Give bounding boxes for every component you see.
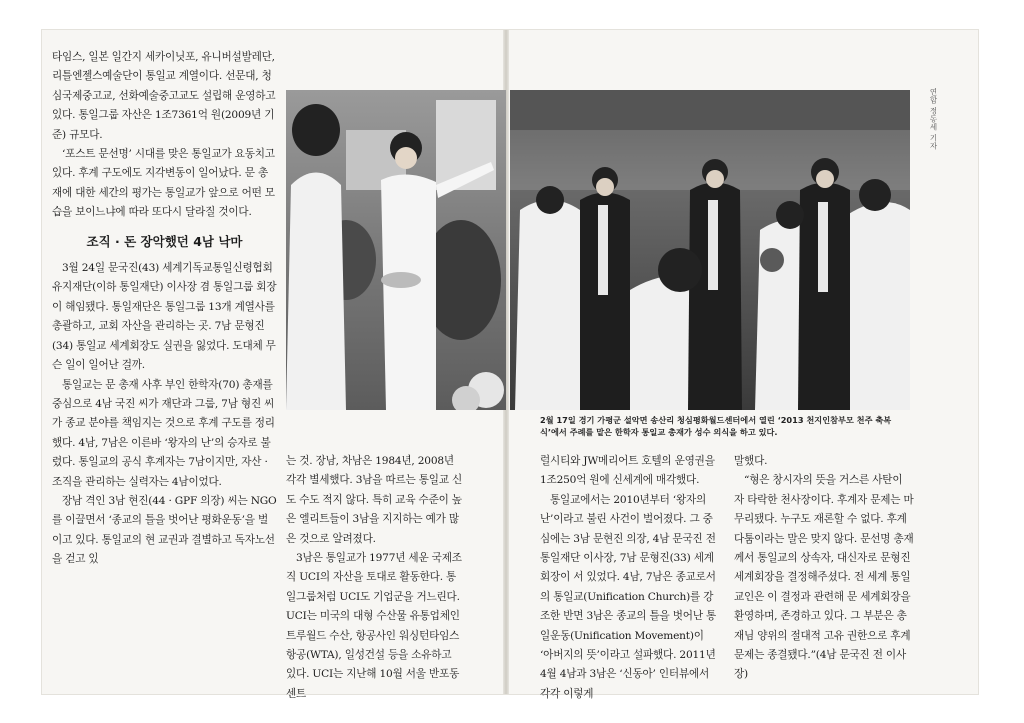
article-column-4 — [734, 452, 914, 685]
paragraph: 럴시티와 JW메리어트 호텔의 운영권을 1조250억 원에 신세계에 매각했다. — [540, 455, 715, 487]
paragraph: 타임스, 일본 일간지 세카이닛포, 유니버설발레단, 리틀엔젤스예술단이 통일교 계열이다. 선문대, 청심국제중고교, 선화예술중고교도 설립해 운영하고 있다. 통일그룹 자산은 1조7361억 원(2009년 기준) 규모다. — [52, 51, 276, 141]
article-column-3 — [540, 452, 720, 704]
ceremony-photo-right — [510, 90, 910, 410]
paragraph: 말했다. — [734, 455, 768, 467]
photo-credit: 연합 정동세 기자 — [929, 88, 938, 150]
photo-left-illustration — [286, 90, 506, 410]
article-column-2 — [286, 452, 464, 704]
photo-right-illustration — [510, 90, 910, 410]
paragraph: 통일교에서는 2010년부터 ‘왕자의 난’이라고 불린 사건이 벌어졌다. 그 중심에는 3남 문현진 의장, 4남 문국진 전 통일재단 이사장, 7남 문형진(33) 세계회장이 서 있었다. 4남, 7남은 종교로서의 통일교(Unification Church)를 강조한 반면 3남은 종교의 틀을 벗어난 통일운동(Unification Movement)이 ‘아버지의 뜻’이라고 설파했다. 2011년 4월 4남과 3남은 ‘신동아’ 인터뷰에서 각각 이렇게 — [540, 493, 717, 700]
ceremony-photo-left — [286, 90, 506, 410]
paragraph: 3남은 통일교가 1977년 세운 국제조직 UCI의 자산을 토대로 활동한다. 통일그룹처럼 UCI도 기업군을 거느린다. UCI는 미국의 대형 수산물 유통업체인 트루월드 수산, 항공사인 워싱턴타임스항공(WTA), 일성건설 등을 소유하고 있다. UCI는 지난해 10월 서울 반포동 센트 — [286, 552, 462, 700]
article-column-1 — [52, 48, 277, 570]
paragraph: ‘포스트 문선명’ 시대를 맞은 통일교가 요동치고 있다. 후계 구도에도 지각변동이 일어났다. 문 총재에 대한 세간의 평가는 통일교가 앞으로 어떤 모습을 보이느냐에 따라 또다시 달라질 것이다. — [52, 148, 275, 219]
paragraph: 3월 24일 문국진(43) 세계기독교통일신령협회유지재단(이하 통일재단) 이사장 겸 통일그룹 회장이 해임됐다. 통일재단은 통일그룹 13개 계열사를 총괄하고, 교회 자산을 관리하는 곳. 7남 문형진(34) 통일교 세계회장도 실권을 잃었다. 도대체 무슨 일이 일어난 걸까. — [52, 262, 277, 372]
paragraph: 는 것. 장남, 차남은 1984년, 2008년 각각 별세했다. 3남을 따르는 통일교 신도 수도 적지 않다. 특히 교육 수준이 높은 엘리트들이 3남을 지지하는 예가 많은 것으로 알려졌다. — [286, 455, 463, 545]
photo-caption: 2월 17일 경기 가평군 설악면 송산리 청심평화월드센터에서 열린 ‘2013 천지인참부모 천주 축복식’에서 주례를 맡은 한학자 통일교 총재가 성수 의식을 하고 있다. — [540, 415, 892, 437]
section-subheading: 조직 · 돈 장악했던 4남 낙마 — [86, 233, 243, 249]
paragraph: 통일교는 문 총재 사후 부인 한학자(70) 총재를 중심으로 4남 국진 씨가 재단과 그룹, 7남 형진 씨가 종교 분야를 책임지는 것으로 후계 구도를 정리했다. 4남, 7남은 이른바 ‘왕자의 난’의 승자로 불렸다. 통일교의 공식 후계자는 7남이지만, 자산 · 조직을 관리하는 실력자는 4남이었다. — [52, 378, 275, 488]
paragraph: “형은 창시자의 뜻을 거스른 사탄이 자 타락한 천사장이다. 후계자 문제는 마무리됐다. 누구도 재론할 수 없다. 후계 다툼이라는 말은 맞지 않다. 문선명 총재께서 통일교의 상속자, 대신자로 문형진 세계회장을 결정해주셨다. 전 세계 통일교인은 이 결정과 관련해 문 세계회장을 환영하며, 존경하고 있다. 그 부분은 총재님 양위의 절대적 고유 권한으로 후계 문제는 종결됐다.”(4남 문국진 전 이사장) — [734, 474, 914, 681]
paragraph: 장남 격인 3남 현진(44 · GPF 의장) 씨는 NGO를 이끌면서 ‘종교의 틀을 벗어난 평화운동’을 벌이고 있다. 통일교의 현 교권과 결별하고 독자노선을 걷고 있 — [52, 494, 277, 566]
